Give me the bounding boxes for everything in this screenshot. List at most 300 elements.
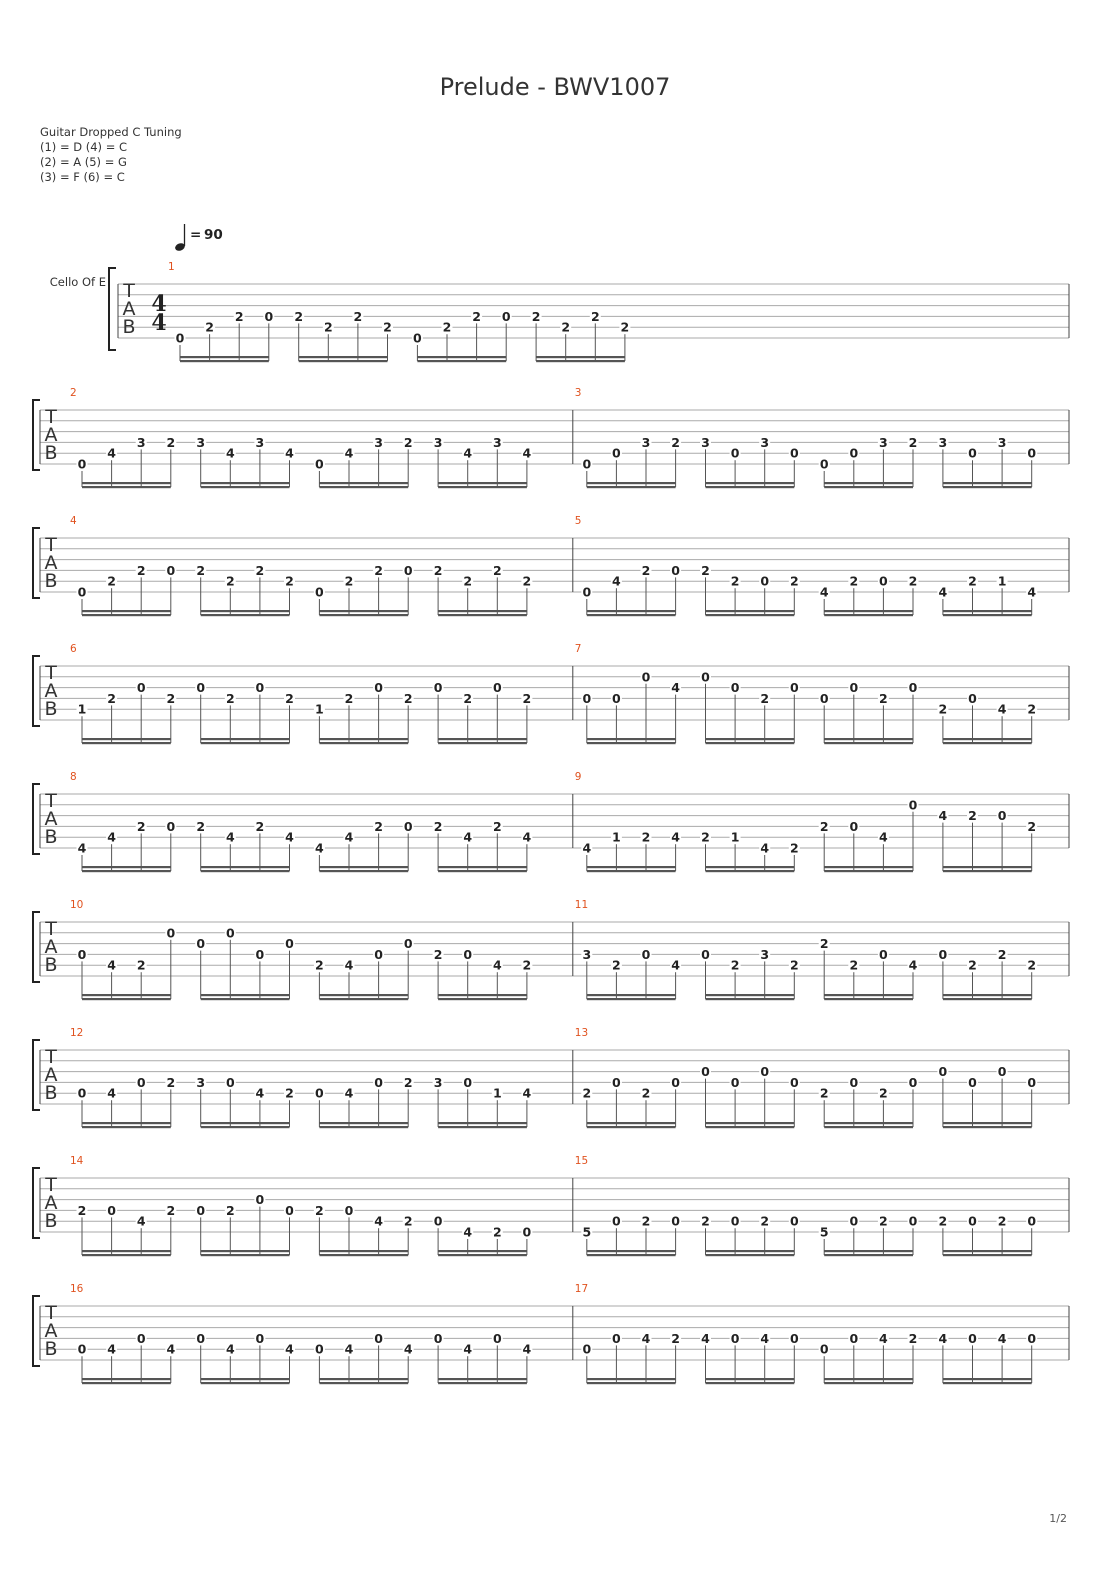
fret-number: 0 [1027, 445, 1037, 461]
fret-number: 0 [968, 445, 977, 461]
beam-secondary [201, 614, 290, 616]
fret-number: 4 [879, 829, 888, 845]
beam-primary [587, 482, 676, 484]
fret-number: 0 [849, 818, 859, 834]
fret-number: 0 [255, 1330, 265, 1346]
beam-secondary [319, 1382, 408, 1384]
fret-number: 0 [136, 680, 146, 696]
fret-number: 0 [315, 584, 324, 600]
fret-number: 4 [997, 701, 1007, 717]
beam-primary [706, 994, 795, 996]
tab-system [109, 261, 1069, 362]
fret-number: 2 [383, 319, 392, 335]
measure-number: 4 [70, 515, 77, 527]
beam-primary [824, 610, 913, 612]
fret-number: 2 [819, 1085, 829, 1101]
fret-number: 0 [344, 1202, 354, 1218]
system-brace [109, 268, 116, 350]
beam-primary [180, 356, 269, 358]
beam-secondary [82, 998, 171, 1000]
measure-number: 14 [70, 1155, 84, 1167]
fret-number: 4 [315, 840, 324, 856]
measure-8 [70, 771, 532, 872]
beam-secondary [82, 870, 171, 872]
measure-6 [70, 643, 532, 744]
tab-clef-letter: A [44, 808, 58, 830]
fret-number: 0 [582, 1341, 592, 1357]
beam-primary [587, 610, 676, 612]
tab-system [33, 1027, 1069, 1128]
tab-system [33, 899, 1069, 1000]
tab-system [33, 1283, 1069, 1384]
fret-number: 4 [344, 445, 354, 461]
beam-primary [943, 482, 1032, 484]
beam-primary [943, 738, 1032, 740]
fret-number: 0 [819, 456, 829, 472]
measure-number: 5 [574, 515, 582, 527]
beam-primary [319, 994, 408, 996]
tab-clef-letter: B [44, 1210, 58, 1232]
measure-10 [70, 899, 532, 1000]
fret-number: 2 [315, 957, 324, 973]
fret-number: 0 [968, 1213, 977, 1229]
beam-secondary [706, 486, 795, 488]
beam-primary [824, 1250, 913, 1252]
system-brace [33, 1168, 40, 1238]
fret-number: 0 [255, 680, 265, 696]
time-signature-top: 4 [151, 291, 167, 317]
beam-secondary [438, 742, 527, 744]
fret-number: 2 [561, 319, 571, 335]
fret-number: 5 [582, 1224, 592, 1240]
fret-number: 2 [1027, 818, 1037, 834]
measure-number: 11 [574, 899, 589, 911]
beam-primary [706, 610, 795, 612]
fret-number: 0 [641, 946, 651, 962]
fret-number: 2 [255, 818, 265, 834]
fret-number: 2 [492, 562, 502, 578]
beam-secondary [319, 1126, 408, 1128]
fret-number: 2 [789, 840, 799, 856]
fret-number: 0 [849, 1330, 859, 1346]
fret-number: 0 [908, 797, 918, 813]
beam-secondary [201, 1254, 290, 1256]
fret-number: 0 [849, 445, 859, 461]
tuning-line-3: (3) = F (6) = C [40, 170, 125, 184]
fret-number: 4 [344, 829, 354, 845]
beam-secondary [587, 998, 676, 1000]
fret-number: 2 [879, 1213, 888, 1229]
beam-secondary [299, 360, 388, 362]
fret-number: 2 [968, 808, 977, 824]
beam-secondary [943, 742, 1032, 744]
fret-number: 4 [582, 840, 592, 856]
tab-clef-letter: T [45, 1046, 57, 1068]
fret-number: 3 [433, 1074, 443, 1090]
fret-number: 4 [760, 840, 770, 856]
beam-primary [201, 482, 290, 484]
fret-number: 0 [403, 818, 413, 834]
beam-secondary [438, 614, 527, 616]
fret-number: 2 [522, 690, 532, 706]
fret-number: 0 [77, 946, 87, 962]
fret-number: 2 [136, 957, 146, 973]
fret-number: 0 [701, 669, 710, 685]
fret-number: 2 [938, 1213, 948, 1229]
beam-primary [943, 866, 1032, 868]
fret-number: 4 [819, 584, 829, 600]
fret-number: 2 [819, 818, 829, 834]
fret-number: 2 [323, 319, 333, 335]
tab-clef-letter: A [44, 552, 58, 574]
tab-clef-letter: T [45, 790, 57, 812]
beam-primary [82, 738, 171, 740]
fret-number: 0 [374, 680, 383, 696]
fret-number: 0 [730, 1330, 740, 1346]
fret-number: 0 [789, 680, 799, 696]
fret-number: 0 [701, 1064, 710, 1080]
fret-number: 0 [671, 1213, 680, 1229]
fret-number: 0 [255, 946, 265, 962]
fret-number: 0 [264, 308, 274, 324]
fret-number: 4 [463, 1224, 473, 1240]
beam-secondary [706, 870, 795, 872]
measure-3 [573, 387, 1037, 488]
fret-number: 3 [582, 946, 592, 962]
beam-primary [319, 1250, 408, 1252]
beam-secondary [417, 360, 506, 362]
beam-secondary [587, 870, 676, 872]
beam-primary [706, 1250, 795, 1252]
tab-clef-letter: B [44, 1338, 58, 1360]
beam-secondary [706, 614, 795, 616]
fret-number: 1 [315, 701, 324, 717]
beam-secondary [201, 998, 290, 1000]
beam-primary [943, 610, 1032, 612]
fret-number: 2 [285, 573, 294, 589]
fret-number: 0 [612, 1074, 621, 1090]
fret-number: 4 [107, 829, 116, 845]
page-number: 1/2 [1049, 1512, 1067, 1525]
fret-number: 2 [403, 1213, 413, 1229]
system-brace [33, 528, 40, 598]
tab-clef-letter: T [45, 1302, 57, 1324]
beam-primary [587, 1122, 676, 1124]
fret-number: 2 [353, 308, 363, 324]
measure-16 [70, 1283, 532, 1384]
beam-primary [201, 866, 290, 868]
beam-secondary [319, 742, 408, 744]
fret-number: 4 [938, 1330, 948, 1346]
fret-number: 2 [433, 562, 443, 578]
tab-system [33, 387, 1069, 488]
beam-secondary [319, 998, 408, 1000]
fret-number: 0 [315, 1085, 324, 1101]
fret-number: 4 [285, 1341, 294, 1357]
beam-secondary [319, 614, 408, 616]
tab-clef-letter: B [44, 954, 58, 976]
beam-secondary [706, 1254, 795, 1256]
beam-primary [438, 610, 527, 612]
fret-number: 2 [968, 957, 977, 973]
fret-number: 0 [433, 680, 443, 696]
measure-13 [573, 1027, 1037, 1128]
beam-primary [587, 738, 676, 740]
fret-number: 0 [1027, 1074, 1037, 1090]
fret-number: 2 [908, 1330, 918, 1346]
fret-number: 0 [374, 1074, 383, 1090]
fret-number: 2 [374, 562, 383, 578]
beam-primary [438, 994, 527, 996]
beam-secondary [824, 1382, 913, 1384]
beam-primary [319, 610, 408, 612]
fret-number: 2 [403, 1074, 413, 1090]
fret-number: 2 [701, 829, 710, 845]
beam-primary [824, 866, 913, 868]
fret-number: 0 [1027, 1330, 1037, 1346]
beam-primary [438, 482, 527, 484]
measure-14 [70, 1155, 532, 1256]
fret-number: 0 [908, 680, 918, 696]
fret-number: 0 [968, 1074, 977, 1090]
fret-number: 2 [701, 1213, 710, 1229]
fret-number: 0 [730, 445, 740, 461]
fret-number: 1 [492, 1085, 502, 1101]
beam-primary [82, 1122, 171, 1124]
fret-number: 2 [908, 434, 918, 450]
tab-clef-letter: B [122, 316, 136, 338]
beam-secondary [587, 1382, 676, 1384]
fret-number: 0 [879, 573, 888, 589]
measure-1 [168, 261, 630, 362]
beam-secondary [824, 742, 913, 744]
fret-number: 4 [166, 1341, 176, 1357]
fret-number: 4 [522, 445, 532, 461]
beam-primary [82, 482, 171, 484]
fret-number: 2 [225, 690, 235, 706]
fret-number: 0 [166, 925, 176, 941]
beam-primary [943, 1122, 1032, 1124]
fret-number: 2 [641, 829, 651, 845]
beam-primary [201, 1250, 290, 1252]
fret-number: 0 [501, 308, 511, 324]
beam-secondary [201, 870, 290, 872]
fret-number: 2 [492, 1224, 502, 1240]
tab-clef-letter: A [44, 1064, 58, 1086]
beam-secondary [201, 1382, 290, 1384]
tab-clef-letter: T [45, 534, 57, 556]
fret-number: 0 [107, 1202, 116, 1218]
tab-clef-letter: A [44, 1320, 58, 1342]
fret-number: 4 [492, 957, 502, 973]
beam-primary [706, 482, 795, 484]
fret-number: 2 [641, 562, 651, 578]
fret-number: 4 [107, 1341, 116, 1357]
fret-number: 4 [285, 829, 294, 845]
measure-number: 17 [574, 1283, 589, 1295]
fret-number: 4 [671, 829, 680, 845]
beam-secondary [438, 1126, 527, 1128]
beam-secondary [587, 742, 676, 744]
fret-number: 0 [315, 456, 324, 472]
fret-number: 3 [879, 434, 888, 450]
beam-primary [438, 866, 527, 868]
fret-number: 0 [374, 1330, 383, 1346]
measure-number: 3 [574, 387, 582, 399]
fret-number: 1 [730, 829, 740, 845]
fret-number: 4 [136, 1213, 146, 1229]
fret-number: 0 [760, 1064, 770, 1080]
beam-secondary [706, 998, 795, 1000]
fret-number: 2 [136, 562, 146, 578]
measure-12 [70, 1027, 532, 1128]
fret-number: 4 [107, 1085, 116, 1101]
beam-secondary [587, 486, 676, 488]
fret-number: 2 [166, 1202, 176, 1218]
fret-number: 4 [641, 1330, 651, 1346]
fret-number: 0 [701, 946, 710, 962]
tab-clef-letter: B [44, 1082, 58, 1104]
fret-number: 0 [997, 1064, 1007, 1080]
beam-secondary [82, 1254, 171, 1256]
beam-secondary [438, 870, 527, 872]
fret-number: 0 [77, 1341, 87, 1357]
fret-number: 4 [344, 1341, 354, 1357]
fret-number: 2 [225, 1202, 235, 1218]
fret-number: 2 [403, 434, 413, 450]
fret-number: 0 [671, 562, 680, 578]
fret-number: 2 [285, 1085, 294, 1101]
fret-number: 3 [760, 434, 770, 450]
beam-primary [438, 1378, 527, 1380]
beam-secondary [180, 360, 269, 362]
beam-secondary [943, 1126, 1032, 1128]
fret-number: 0 [315, 1341, 324, 1357]
beam-secondary [824, 1254, 913, 1256]
measure-17 [573, 1283, 1037, 1384]
beam-secondary [824, 998, 913, 1000]
beam-primary [82, 1378, 171, 1380]
fret-number: 2 [819, 936, 829, 952]
fret-number: 0 [997, 808, 1007, 824]
fret-number: 0 [175, 330, 185, 346]
beam-primary [824, 994, 913, 996]
fret-number: 3 [196, 434, 206, 450]
fret-number: 3 [701, 434, 710, 450]
beam-primary [438, 1122, 527, 1124]
beam-primary [706, 738, 795, 740]
fret-number: 4 [225, 829, 235, 845]
measure-number: 12 [70, 1027, 84, 1039]
beam-secondary [438, 1254, 527, 1256]
beam-primary [587, 994, 676, 996]
fret-number: 2 [701, 562, 710, 578]
tab-clef-letter: B [44, 698, 58, 720]
fret-number: 2 [492, 818, 502, 834]
beam-primary [943, 994, 1032, 996]
fret-number: 0 [77, 456, 87, 472]
fret-number: 0 [730, 1213, 740, 1229]
fret-number: 0 [403, 936, 413, 952]
tempo-marking [174, 224, 223, 252]
tab-clef-letter: B [44, 442, 58, 464]
beam-secondary [319, 870, 408, 872]
beam-primary [587, 866, 676, 868]
fret-number: 0 [612, 1330, 621, 1346]
fret-number: 2 [344, 690, 354, 706]
beam-primary [438, 1250, 527, 1252]
fret-number: 4 [374, 1213, 383, 1229]
fret-number: 0 [255, 1192, 265, 1208]
fret-number: 2 [531, 308, 541, 324]
fret-number: 3 [374, 434, 383, 450]
fret-number: 2 [374, 818, 383, 834]
tuning-line-2: (2) = A (5) = G [40, 155, 127, 169]
beam-primary [706, 866, 795, 868]
beam-secondary [943, 1382, 1032, 1384]
fret-number: 0 [433, 1330, 443, 1346]
beam-primary [319, 1122, 408, 1124]
tab-clef-letter: A [122, 298, 136, 320]
beam-primary [587, 1378, 676, 1380]
fret-number: 4 [997, 1330, 1007, 1346]
fret-number: 2 [315, 1202, 324, 1218]
beam-primary [201, 994, 290, 996]
measure-7 [573, 643, 1037, 744]
system-brace [33, 400, 40, 470]
fret-number: 0 [908, 1213, 918, 1229]
beam-secondary [82, 486, 171, 488]
beam-primary [201, 1378, 290, 1380]
tab-clef-letter: A [44, 680, 58, 702]
fret-number: 0 [612, 1213, 621, 1229]
fret-number: 2 [590, 308, 600, 324]
fret-number: 3 [641, 434, 651, 450]
fret-number: 0 [522, 1224, 532, 1240]
measure-4 [70, 515, 532, 616]
measure-number: 6 [70, 643, 77, 655]
fret-number: 2 [671, 434, 680, 450]
fret-number: 0 [789, 445, 799, 461]
fret-number: 2 [472, 308, 481, 324]
system-brace [33, 912, 40, 982]
beam-primary [824, 1122, 913, 1124]
beam-secondary [706, 1382, 795, 1384]
system-brace [33, 784, 40, 854]
fret-number: 2 [166, 690, 176, 706]
fret-number: 4 [344, 957, 354, 973]
fret-number: 4 [671, 957, 680, 973]
fret-number: 2 [760, 690, 770, 706]
beam-secondary [943, 998, 1032, 1000]
fret-number: 0 [492, 1330, 502, 1346]
fret-number: 4 [225, 445, 235, 461]
fret-number: 0 [641, 669, 651, 685]
fret-number: 5 [819, 1224, 829, 1240]
fret-number: 3 [136, 434, 146, 450]
fret-number: 2 [522, 573, 532, 589]
system-brace [33, 656, 40, 726]
fret-number: 2 [641, 1213, 651, 1229]
fret-number: 2 [107, 690, 116, 706]
fret-number: 3 [760, 946, 770, 962]
fret-number: 0 [968, 690, 977, 706]
beam-secondary [438, 998, 527, 1000]
fret-number: 0 [196, 1330, 206, 1346]
fret-number: 4 [107, 957, 116, 973]
fret-number: 4 [908, 957, 918, 973]
fret-number: 2 [849, 957, 859, 973]
